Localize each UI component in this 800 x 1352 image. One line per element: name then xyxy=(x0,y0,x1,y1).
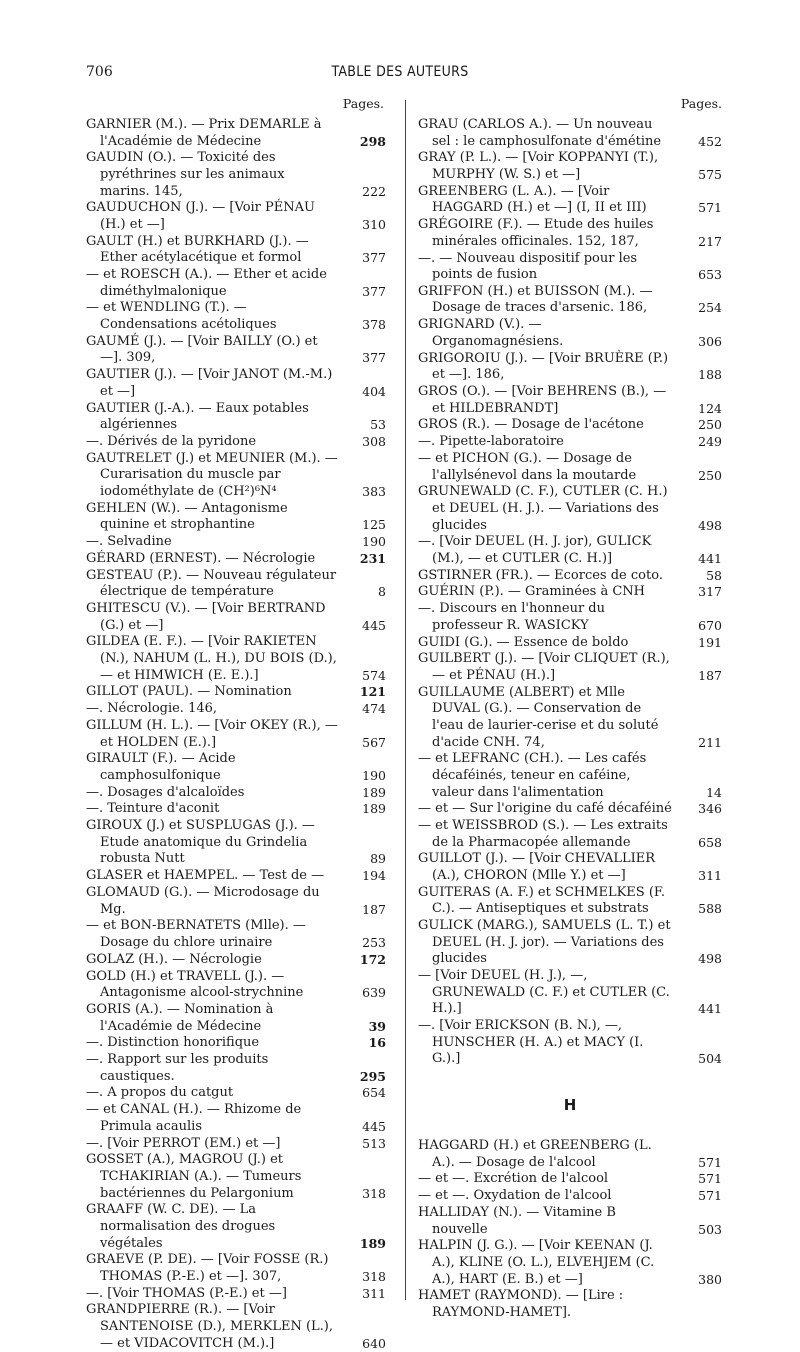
index-entry xyxy=(418,184,722,217)
entry-page-number: 498 xyxy=(698,517,722,533)
entry-text: —. A propos du catgut xyxy=(86,1085,234,1101)
index-entry xyxy=(86,634,386,684)
index-entry xyxy=(86,234,386,267)
index-entry xyxy=(86,718,386,751)
entry-text: GULICK (MARG.), SAMUELS (L. T.) et DEUEL (H. J. jor). — Variations des glucides xyxy=(418,918,671,967)
entry-text: GOLAZ (H.). — Nécrologie xyxy=(86,951,262,967)
entry-text: GÉRARD (ERNEST). — Nécrologie xyxy=(86,550,316,566)
index-entry xyxy=(418,685,722,751)
index-entry xyxy=(418,968,722,1018)
index-entry xyxy=(418,651,722,684)
index-entry xyxy=(418,251,722,284)
index-entry xyxy=(418,584,722,601)
entry-text: — et ROESCH (A.). — Ether et acide diméthylmalonique xyxy=(86,267,327,299)
entry-page-number: 194 xyxy=(362,868,386,884)
entry-page-number: 16 xyxy=(368,1035,386,1051)
entry-text: GLOMAUD (G.). — Microdosage du Mg. xyxy=(86,885,320,917)
entry-page-number: 504 xyxy=(698,1051,722,1067)
entry-page-number: 190 xyxy=(362,767,386,783)
entry-page-number: 441 xyxy=(698,550,722,566)
index-entry xyxy=(86,367,386,400)
entry-page-number: 377 xyxy=(362,350,386,366)
index-entry xyxy=(86,701,386,718)
entry-text: GAUTIER (J.). — [Voir JANOT (M.-M.) et —] xyxy=(86,367,333,399)
index-entry xyxy=(86,501,386,534)
entry-text: —. Dosages d'alcaloïdes xyxy=(86,784,245,800)
entry-page-number: 14 xyxy=(706,784,722,800)
entry-text: — et — Sur l'origine du café décaféiné xyxy=(418,801,672,817)
index-entry xyxy=(418,384,722,417)
h-entries-list xyxy=(418,1138,722,1322)
entry-text: GHITESCU (V.). — [Voir BERTRAND (G.) et —] xyxy=(86,601,326,633)
entry-text: — et CANAL (H.). — Rhizome de Primula acaulis xyxy=(86,1102,302,1134)
entry-page-number: 513 xyxy=(362,1135,386,1151)
entry-text: GILLOT (PAUL). — Nomination xyxy=(86,684,292,700)
entry-page-number: 346 xyxy=(698,801,722,817)
index-entry xyxy=(86,267,386,300)
entry-text: —. Teinture d'aconit xyxy=(86,801,220,817)
index-entry xyxy=(86,601,386,634)
index-entry xyxy=(418,351,722,384)
entry-page-number: 377 xyxy=(362,283,386,299)
index-entry xyxy=(418,818,722,851)
index-entry xyxy=(418,1288,722,1321)
entry-text: GILLUM (H. L.). — [Voir OKEY (R.), — et HOLDEN (E.).] xyxy=(86,717,338,750)
entry-text: —. [Voir PERROT (EM.) et —] xyxy=(86,1135,281,1151)
entry-text: GUITERAS (A. F.) et SCHMELKES (F. C.). — Antiseptiques et substrats xyxy=(418,884,666,917)
index-entry xyxy=(86,1085,386,1102)
right-entries-list xyxy=(418,117,722,1068)
entry-text: GORIS (A.). — Nomination à l'Académie de Médecine xyxy=(86,1001,274,1034)
entry-page-number: 318 xyxy=(362,1268,386,1284)
entry-text: — et BON-BERNATETS (Mlle). — Dosage du chlore urinaire xyxy=(86,918,306,950)
entry-text: —. Distinction honorifique xyxy=(86,1035,260,1051)
entry-page-number: 311 xyxy=(362,1285,386,1301)
entry-text: GUILLOT (J.). — [Voir CHEVALLIER (A.), CHORON (Mlle Y.) et —] xyxy=(418,851,656,884)
index-entry xyxy=(418,284,722,317)
left-column xyxy=(86,96,386,1352)
entry-page-number: 189 xyxy=(359,1235,386,1251)
entry-page-number: 190 xyxy=(362,534,386,550)
index-entry xyxy=(418,1018,722,1068)
entry-text: — [Voir DEUEL (H. J.), —, GRUNEWALD (C. F.) et CUTLER (C. H.).] xyxy=(418,968,670,1017)
entry-page-number: 253 xyxy=(362,934,386,950)
index-entry xyxy=(86,751,386,784)
index-entry xyxy=(86,969,386,1002)
index-entry xyxy=(86,150,386,200)
entry-text: —. [Voir DEUEL (H. J. jor), GULICK (M.), — et CUTLER (C. H.)] xyxy=(418,534,652,566)
entry-text: GRIGOROIU (J.). — [Voir BRUÈRE (P.) et —]. 186, xyxy=(418,350,669,383)
index-entry xyxy=(86,785,386,802)
entry-page-number: 377 xyxy=(362,250,386,266)
entry-page-number: 640 xyxy=(362,1335,386,1351)
entry-text: —. Discours en l'honneur du professeur R. WASICKY xyxy=(418,601,605,633)
entry-text: GROS (O.). — [Voir BEHRENS (B.), — et HILDEBRANDT] xyxy=(418,384,667,416)
entry-text: GESTEAU (P.). — Nouveau régulateur électrique de température xyxy=(86,567,337,600)
entry-page-number: 404 xyxy=(362,383,386,399)
index-entry xyxy=(86,684,386,701)
index-entry xyxy=(418,317,722,350)
index-entry xyxy=(86,1002,386,1035)
entry-page-number: 191 xyxy=(698,634,722,650)
entry-text: GRUNEWALD (C. F.), CUTLER (C. H.) et DEUEL (H. J.). — Variations des glucides xyxy=(418,484,668,533)
section-letter-heading: H xyxy=(563,1096,577,1114)
index-entry xyxy=(86,300,386,333)
entry-text: GUÉRIN (P.). — Graminées à CNH xyxy=(418,584,645,600)
entry-text: GIROUX (J.) et SUSPLUGAS (J.). — Etude anatomique du Grindelia robusta Nutt xyxy=(86,818,315,867)
entry-text: —. Rapport sur les produits caustiques. xyxy=(86,1052,269,1084)
entry-page-number: 498 xyxy=(698,951,722,967)
entry-page-number: 571 xyxy=(698,200,722,216)
index-entry xyxy=(418,451,722,484)
entry-text: GUILLAUME (ALBERT) et Mlle DUVAL (G.). — Conservation de l'eau de laurier-cerise et du soluté d'acide CNH. 74, xyxy=(418,684,659,750)
index-entry xyxy=(86,1286,386,1303)
entry-page-number: 378 xyxy=(362,317,386,333)
column-divider xyxy=(405,100,406,1300)
entry-text: GRANDPIERRE (R.). — [Voir SANTENOISE (D.), MERKLEN (L.), — et VIDACOVITCH (M.).] xyxy=(86,1302,333,1351)
index-entry xyxy=(86,1102,386,1135)
entry-page-number: 125 xyxy=(362,517,386,533)
pages-column-header: Pages. xyxy=(342,96,384,111)
entry-page-number: 658 xyxy=(698,834,722,850)
entry-text: — et WEISSBROD (S.). — Les extraits de la Pharmacopée allemande xyxy=(418,818,668,850)
entry-text: GEHLEN (W.). — Antagonisme quinine et strophantine xyxy=(86,500,288,533)
index-entry xyxy=(418,801,722,818)
entry-text: —. Pipette-laboratoire xyxy=(418,434,564,450)
index-entry xyxy=(86,117,386,150)
entry-page-number: 571 xyxy=(698,1188,722,1204)
entry-page-number: 654 xyxy=(362,1085,386,1101)
left-entries-list xyxy=(86,117,386,1352)
entry-page-number: 217 xyxy=(698,233,722,249)
entry-page-number: 574 xyxy=(362,667,386,683)
index-entry xyxy=(86,534,386,551)
entry-text: GSTIRNER (FR.). — Ecorces de coto. xyxy=(418,567,663,583)
entry-text: —. Dérivés de la pyridone xyxy=(86,433,257,449)
entry-page-number: 571 xyxy=(698,1171,722,1187)
index-entry xyxy=(418,217,722,250)
entry-text: GOLD (H.) et TRAVELL (J.). — Antagonisme alcool-strychnine xyxy=(86,968,304,1001)
entry-page-number: 452 xyxy=(698,133,722,149)
index-entry xyxy=(86,885,386,918)
index-entry xyxy=(418,434,722,451)
page-number: 706 xyxy=(86,64,113,80)
entry-page-number: 571 xyxy=(698,1154,722,1170)
pages-column-header: Pages. xyxy=(680,96,722,111)
entry-page-number: 306 xyxy=(698,333,722,349)
entry-page-number: 445 xyxy=(362,617,386,633)
entry-text: GIRAULT (F.). — Acide camphosulfonique xyxy=(86,751,236,783)
entry-page-number: 189 xyxy=(362,801,386,817)
entry-text: HAMET (RAYMOND). — [Lire : RAYMOND-HAMET]. xyxy=(418,1288,624,1320)
entry-page-number: 474 xyxy=(362,701,386,717)
entry-text: GRAEVE (P. DE). — [Voir FOSSE (R.) THOMAS (P.-E.) et —]. 307, xyxy=(86,1252,329,1284)
entry-text: —. Selvadine xyxy=(86,534,172,550)
entry-text: GAUTRELET (J.) et MEUNIER (M.). — Curarisation du muscle par iodométhylate de (CH²)⁶N⁴ xyxy=(86,450,338,499)
entry-text: HALPIN (J. G.). — [Voir KEENAN (J. A.), KLINE (O. L.), ELVEHJEM (C. A.), HART (E. B.) et —] xyxy=(418,1238,655,1287)
entry-page-number: 58 xyxy=(706,567,722,583)
entry-text: GAUDUCHON (J.). — [Voir PÉNAU (H.) et —] xyxy=(86,200,315,232)
index-entry xyxy=(418,568,722,585)
entry-page-number: 89 xyxy=(370,851,386,867)
entry-page-number: 639 xyxy=(362,985,386,1001)
entry-page-number: 250 xyxy=(698,417,722,433)
index-entry xyxy=(86,334,386,367)
entry-text: —. [Voir ERICKSON (B. N.), —, HUNSCHER (H. A.) et MACY (I. G.).] xyxy=(418,1018,644,1067)
index-entry xyxy=(86,1252,386,1285)
entry-page-number: 249 xyxy=(698,434,722,450)
index-entry xyxy=(418,918,722,968)
index-entry xyxy=(418,1188,722,1205)
entry-text: GROS (R.). — Dosage de l'acétone xyxy=(418,417,644,433)
entry-page-number: 441 xyxy=(698,1001,722,1017)
entry-page-number: 317 xyxy=(698,584,722,600)
entry-text: GILDEA (E. F.). — [Voir RAKIETEN (N.), NAHUM (L. H.), DU BOIS (D.), — et HIMWICH (E. E.).] xyxy=(86,634,337,683)
entry-page-number: 124 xyxy=(698,400,722,416)
entry-page-number: 254 xyxy=(698,300,722,316)
entry-page-number: 575 xyxy=(698,166,722,182)
index-entry xyxy=(418,851,722,884)
entry-page-number: 445 xyxy=(362,1118,386,1134)
entry-page-number: 310 xyxy=(362,216,386,232)
entry-text: —. Nécrologie. 146, xyxy=(86,701,218,717)
index-entry xyxy=(418,534,722,567)
entry-page-number: 383 xyxy=(362,483,386,499)
index-entry xyxy=(86,200,386,233)
entry-text: —. — Nouveau dispositif pour les points de fusion xyxy=(418,250,638,283)
entry-page-number: 211 xyxy=(698,734,722,750)
entry-text: — et WENDLING (T.). — Condensations acétoliques xyxy=(86,300,277,333)
entry-text: — et PICHON (G.). — Dosage de l'allylsénevol dans la moutarde xyxy=(418,450,637,483)
entry-page-number: 250 xyxy=(698,467,722,483)
index-entry xyxy=(86,952,386,969)
index-entry xyxy=(418,117,722,150)
index-entry xyxy=(418,601,722,634)
entry-page-number: 670 xyxy=(698,617,722,633)
page-header xyxy=(0,64,800,84)
index-entry xyxy=(86,801,386,818)
entry-page-number: 653 xyxy=(698,267,722,283)
entry-text: —. [Voir THOMAS (P.-E.) et —] xyxy=(86,1285,287,1301)
entry-text: GRIGNARD (V.). — Organomagnésiens. xyxy=(418,317,564,349)
entry-page-number: 588 xyxy=(698,901,722,917)
entry-text: GRÉGOIRE (F.). — Etude des huiles minérales officinales. 152, 187, xyxy=(418,217,654,249)
entry-text: GAUMÉ (J.). — [Voir BAILLY (O.) et —]. 309, xyxy=(86,333,318,366)
index-entry xyxy=(418,751,722,801)
entry-text: GAUDIN (O.). — Toxicité des pyréthrines sur les animaux marins. 145, xyxy=(86,150,285,199)
entry-page-number: 231 xyxy=(359,550,386,566)
index-entry xyxy=(86,551,386,568)
entry-page-number: 567 xyxy=(362,734,386,750)
entry-page-number: 8 xyxy=(378,584,386,600)
entry-page-number: 187 xyxy=(698,667,722,683)
entry-page-number: 187 xyxy=(362,901,386,917)
entry-page-number: 39 xyxy=(368,1018,386,1034)
index-entry xyxy=(86,1302,386,1352)
entry-text: GARNIER (M.). — Prix DEMARLE à l'Académie de Médecine xyxy=(86,117,322,149)
entry-page-number: 188 xyxy=(698,367,722,383)
index-entry xyxy=(86,434,386,451)
index-entry xyxy=(86,868,386,885)
index-entry xyxy=(86,1152,386,1202)
index-entry xyxy=(86,1052,386,1085)
entry-text: — et —. Excrétion de l'alcool xyxy=(418,1171,609,1187)
index-entry xyxy=(418,1238,722,1288)
index-entry xyxy=(418,1205,722,1238)
entry-page-number: 222 xyxy=(362,183,386,199)
entry-text: HAGGARD (H.) et GREENBERG (L. A.). — Dosage de l'alcool xyxy=(418,1138,652,1170)
index-entry xyxy=(86,401,386,434)
index-entry xyxy=(86,451,386,501)
entry-page-number: 189 xyxy=(362,784,386,800)
entry-page-number: 308 xyxy=(362,433,386,449)
index-entry xyxy=(418,484,722,534)
index-entry xyxy=(418,1171,722,1188)
entry-page-number: 172 xyxy=(359,951,386,967)
entry-text: GREENBERG (L. A.). — [Voir HAGGARD (H.) et —] (I, II et III) xyxy=(418,183,647,216)
entry-text: GAULT (H.) et BURKHARD (J.). — Ether acétylacétique et formol xyxy=(86,233,309,266)
index-entry xyxy=(86,918,386,951)
entry-page-number: 503 xyxy=(698,1221,722,1237)
entry-page-number: 311 xyxy=(698,868,722,884)
entry-text: GLASER et HAEMPEL. — Test de — xyxy=(86,868,325,884)
index-entry xyxy=(418,635,722,652)
index-entry xyxy=(418,1138,722,1171)
entry-text: GOSSET (A.), MAGROU (J.) et TCHAKIRIAN (A.). — Tumeurs bactériennes du Pelargonium xyxy=(86,1152,302,1201)
index-entry xyxy=(418,885,722,918)
entry-page-number: 380 xyxy=(698,1271,722,1287)
index-entry xyxy=(418,417,722,434)
running-title: TABLE DES AUTEURS xyxy=(331,64,469,80)
entry-text: GRAAFF (W. C. DE). — La normalisation des drogues végétales xyxy=(86,1202,276,1251)
entry-text: — et —. Oxydation de l'alcool xyxy=(418,1188,612,1204)
index-entry xyxy=(86,1202,386,1252)
entry-page-number: 121 xyxy=(359,684,386,700)
entry-text: HALLIDAY (N.). — Vitamine B nouvelle xyxy=(418,1204,616,1237)
index-entry xyxy=(86,1136,386,1153)
entry-text: GRAY (P. L.). — [Voir KOPPANYI (T.), MURPHY (W. S.) et —] xyxy=(418,150,659,182)
right-column xyxy=(418,96,722,1320)
entry-page-number: 53 xyxy=(370,417,386,433)
entry-text: GRIFFON (H.) et BUISSON (M.). — Dosage de traces d'arsenic. 186, xyxy=(418,283,653,316)
entry-text: — et LEFRANC (CH.). — Les cafés décaféinés, teneur en caféine, valeur dans l'alimentation xyxy=(418,751,647,800)
index-entry xyxy=(86,1035,386,1052)
entry-page-number: 298 xyxy=(359,133,386,149)
index-entry xyxy=(418,150,722,183)
index-entry xyxy=(86,568,386,601)
entry-text: GUILBERT (J.). — [Voir CLIQUET (R.), — et PÉNAU (H.).] xyxy=(418,651,670,683)
entry-page-number: 295 xyxy=(359,1068,386,1084)
index-entry xyxy=(86,818,386,868)
entry-text: GAUTIER (J.-A.). — Eaux potables algériennes xyxy=(86,400,309,433)
entry-text: GUIDI (G.). — Essence de boldo xyxy=(418,634,629,650)
entry-page-number: 318 xyxy=(362,1185,386,1201)
entry-text: GRAU (CARLOS A.). — Un nouveau sel : le camphosulfonate d'émétine xyxy=(418,117,662,149)
